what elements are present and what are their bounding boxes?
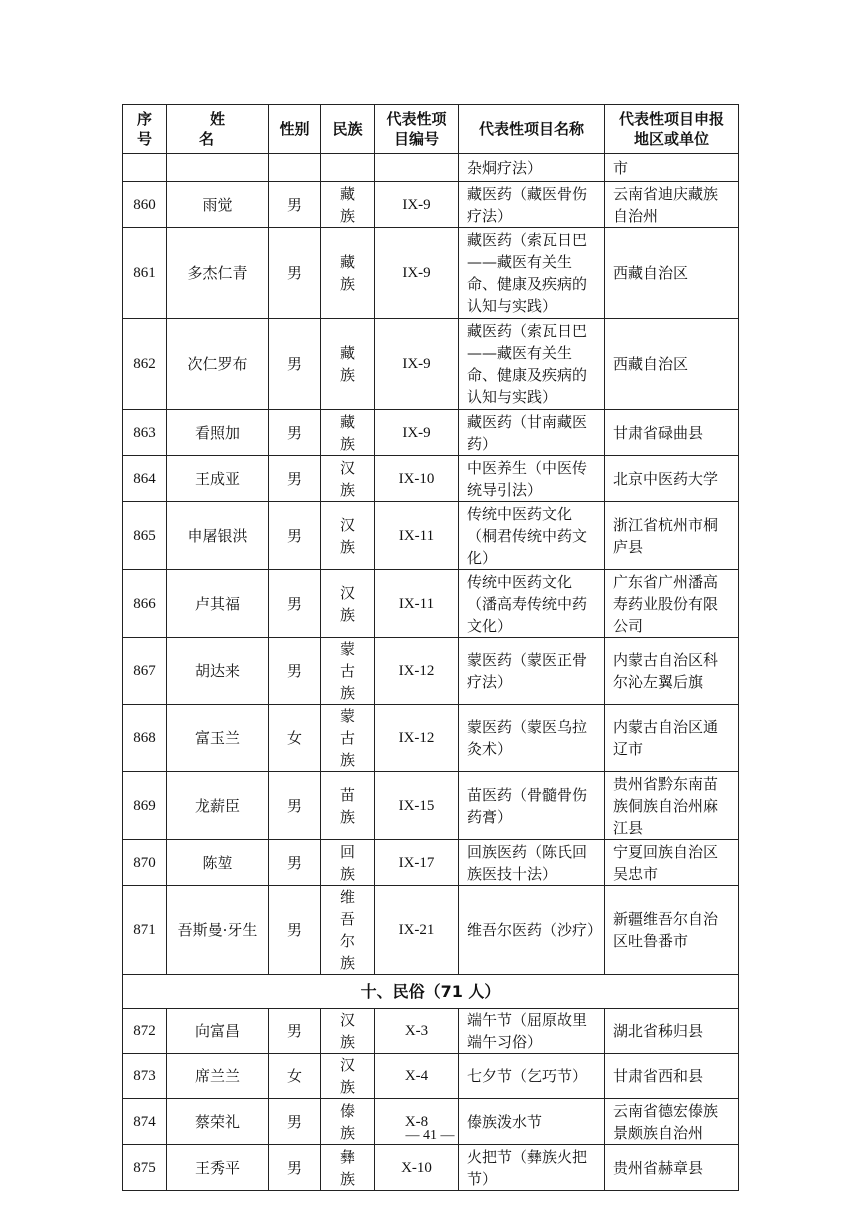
cell-gender: 男 [269,228,321,319]
table-row [123,319,739,410]
cell-serial: 871 [123,886,167,975]
cell-name: 席兰兰 [167,1054,269,1099]
heritage-inheritors-table [122,104,739,1191]
cell-project-code: IX-12 [375,705,459,772]
cell-ethnicity: 汉族 [321,502,375,570]
cell-ethnicity: 汉族 [321,1009,375,1054]
cell-serial: 861 [123,228,167,319]
table-row [123,638,739,705]
cell-project-name: 传统中医药文化（桐君传统中药文化） [459,502,605,570]
cell-region: 新疆维吾尔自治区吐鲁番市 [605,886,739,975]
cell-gender: 男 [269,1099,321,1145]
section-title: 十、民俗（71 人） [123,975,739,1009]
cell-project-code: IX-10 [375,456,459,502]
header-gender: 性别 [269,105,321,154]
cell-name: 陈堃 [167,840,269,886]
cell-region: 西藏自治区 [605,228,739,319]
header-name: 姓 名 [167,105,269,154]
cell-gender: 女 [269,1054,321,1099]
cell-project-name: 端午节（屈原故里端午习俗） [459,1009,605,1054]
table-row [123,228,739,319]
cell-project-code: IX-21 [375,886,459,975]
cell-ethnicity: 汉族 [321,1054,375,1099]
continued-row [123,154,739,182]
header-region: 代表性项目申报地区或单位 [605,105,739,154]
cell-region: 广东省广州潘高寿药业股份有限公司 [605,570,739,638]
table-body-folk-customs [123,1009,739,1191]
cell-project-name: 中医养生（中医传统导引法） [459,456,605,502]
cell-gender: 男 [269,772,321,840]
cell-project-code: IX-11 [375,502,459,570]
cell-project-name: 傣族泼水节 [459,1099,605,1145]
cell-region: 宁夏回族自治区吴忠市 [605,840,739,886]
cell-ethnicity: 汉族 [321,570,375,638]
cell-region: 北京中医药大学 [605,456,739,502]
cell-project-name: 维吾尔医药（沙疗） [459,886,605,975]
cell-gender: 男 [269,886,321,975]
cell-gender: 男 [269,638,321,705]
table-row [123,1145,739,1191]
cell-name: 次仁罗布 [167,319,269,410]
table-body [123,154,739,975]
table-row [123,410,739,456]
cell-project-name: 七夕节（乞巧节） [459,1054,605,1099]
cell-serial: 865 [123,502,167,570]
cell-region: 内蒙古自治区通辽市 [605,705,739,772]
cell-project-name: 传统中医药文化（潘高寿传统中药文化） [459,570,605,638]
cell-gender: 男 [269,840,321,886]
cell-project-code: X-4 [375,1054,459,1099]
cell-gender: 男 [269,410,321,456]
cell-project-name: 火把节（彝族火把节） [459,1145,605,1191]
table-row [123,502,739,570]
cell-region: 西藏自治区 [605,319,739,410]
cell-project-name: 藏医药（藏医骨伤疗法） [459,182,605,228]
section-header-row [123,975,739,1009]
cell-project-name: 藏医药（索瓦日巴——藏医有关生命、健康及疾病的认知与实践） [459,319,605,410]
cell-name: 王成亚 [167,456,269,502]
cell-project-code: X-8 [375,1099,459,1145]
table-row [123,182,739,228]
cell-serial: 867 [123,638,167,705]
cell-serial: 873 [123,1054,167,1099]
cell-ethnicity: 藏族 [321,182,375,228]
cell-region: 甘肃省碌曲县 [605,410,739,456]
cell-gender: 男 [269,182,321,228]
cell-region: 浙江省杭州市桐庐县 [605,502,739,570]
header-project-name: 代表性项目名称 [459,105,605,154]
table-row [123,1054,739,1099]
cell-project-code: IX-12 [375,638,459,705]
cell-gender: 男 [269,570,321,638]
cell-gender: 男 [269,456,321,502]
cell-project-code: IX-9 [375,228,459,319]
header-serial: 序号 [123,105,167,154]
cell-serial: 860 [123,182,167,228]
cell-ethnicity: 藏族 [321,319,375,410]
cell-ethnicity: 蒙古族 [321,638,375,705]
cell-gender: 男 [269,319,321,410]
cell-region: 贵州省赫章县 [605,1145,739,1191]
table-row [123,456,739,502]
cell-serial: 874 [123,1099,167,1145]
cell-ethnicity: 藏族 [321,410,375,456]
cell-serial: 866 [123,570,167,638]
cell-gender: 男 [269,1145,321,1191]
cell-gender: 男 [269,1009,321,1054]
cell-ethnicity: 傣族 [321,1099,375,1145]
cell-region: 市 [605,154,739,182]
cell-project-code: IX-9 [375,410,459,456]
cell-name: 多杰仁青 [167,228,269,319]
table-row [123,840,739,886]
cell-ethnicity: 蒙古族 [321,705,375,772]
cell-ethnicity: 回族 [321,840,375,886]
table-row [123,570,739,638]
cell-name: 王秀平 [167,1145,269,1191]
cell-project-code: IX-9 [375,182,459,228]
cell-ethnicity: 藏族 [321,228,375,319]
cell-ethnicity: 苗族 [321,772,375,840]
cell-project-code: IX-15 [375,772,459,840]
header-project-code: 代表性项目编号 [375,105,459,154]
cell-name: 向富昌 [167,1009,269,1054]
cell-project-code: IX-9 [375,319,459,410]
cell-serial: 869 [123,772,167,840]
table-row [123,1009,739,1054]
cell-serial: 862 [123,319,167,410]
cell-project-name: 藏医药（甘南藏医药） [459,410,605,456]
cell-project-name: 回族医药（陈氏回族医技十法） [459,840,605,886]
cell-name: 卢其福 [167,570,269,638]
cell-project-code: X-3 [375,1009,459,1054]
cell-project-name: 蒙医药（蒙医正骨疗法） [459,638,605,705]
cell-region: 云南省德宏傣族景颇族自治州 [605,1099,739,1145]
cell-name: 蔡荣礼 [167,1099,269,1145]
cell-project-name: 苗医药（骨髓骨伤药膏） [459,772,605,840]
table-row [123,705,739,772]
cell-region: 内蒙古自治区科尔沁左翼后旗 [605,638,739,705]
cell-region: 湖北省秭归县 [605,1009,739,1054]
cell-name: 龙薪臣 [167,772,269,840]
cell-serial: 872 [123,1009,167,1054]
cell-region: 云南省迪庆藏族自治州 [605,182,739,228]
page-number: — 41 — [405,1128,455,1143]
cell-region: 贵州省黔东南苗族侗族自治州麻江县 [605,772,739,840]
cell-serial: 863 [123,410,167,456]
cell-name: 胡达来 [167,638,269,705]
header-ethnicity: 民族 [321,105,375,154]
cell-project-code: IX-17 [375,840,459,886]
table-row [123,886,739,975]
cell-name: 看照加 [167,410,269,456]
cell-ethnicity: 维吾尔族 [321,886,375,975]
cell-name: 富玉兰 [167,705,269,772]
cell-name: 雨觉 [167,182,269,228]
cell-project-code: IX-11 [375,570,459,638]
cell-project-name: 杂烔疗法） [459,154,605,182]
cell-project-name: 藏医药（索瓦日巴——藏医有关生命、健康及疾病的认知与实践） [459,228,605,319]
cell-ethnicity: 汉族 [321,456,375,502]
cell-name: 吾斯曼·牙生 [167,886,269,975]
cell-serial: 868 [123,705,167,772]
cell-project-code: X-10 [375,1145,459,1191]
cell-gender: 男 [269,502,321,570]
cell-gender: 女 [269,705,321,772]
cell-serial: 864 [123,456,167,502]
cell-name: 申屠银洪 [167,502,269,570]
cell-ethnicity: 彝族 [321,1145,375,1191]
cell-serial: 875 [123,1145,167,1191]
cell-region: 甘肃省西和县 [605,1054,739,1099]
cell-project-name: 蒙医药（蒙医乌拉灸术） [459,705,605,772]
table-row [123,772,739,840]
cell-serial: 870 [123,840,167,886]
